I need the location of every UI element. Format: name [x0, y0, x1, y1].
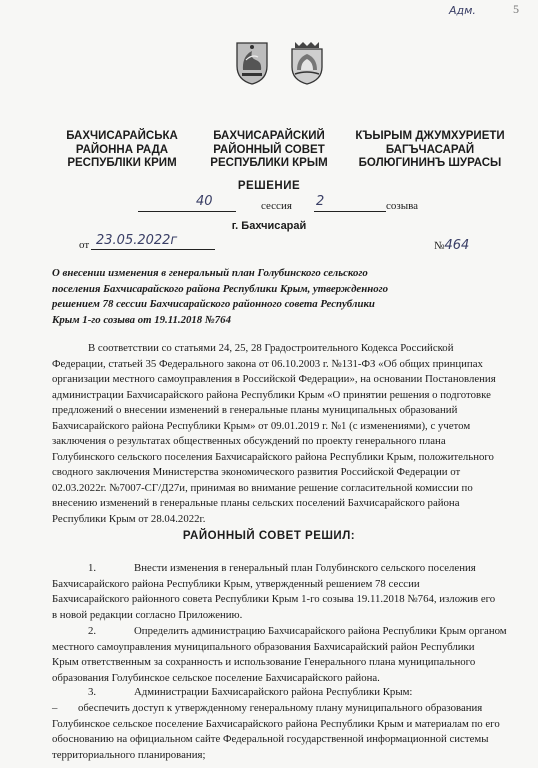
bullet-dash: – — [52, 702, 58, 714]
date-blank — [91, 233, 215, 250]
item-3: 3. Администрации Бахчисарайского района Республики Крым: — [52, 685, 512, 701]
handwritten-note: Адм. — [449, 4, 476, 17]
session-label: сессия — [261, 200, 292, 212]
header-crimean-tatar: КЪЫРЫМ ДЖУМХУРИЕТИ БАГЪЧАСАРАЙ БОЛЮГИНИНЪ ШУРАСЫ — [355, 130, 505, 169]
item-number: 1. — [88, 562, 97, 574]
session-number: 40 — [196, 194, 213, 209]
session-number-blank — [138, 194, 236, 212]
session-line — [138, 194, 438, 216]
decision-number: 464 — [444, 238, 470, 253]
crimea-coat-of-arms-icon — [234, 40, 270, 86]
preamble: В соответствии со статьями 24, 25, 28 Градостроительного Кодекса Российской Федерации, статьей 35 Федерального закона от 06.10.2003 г. №131-ФЗ «Об общих принципах организации местного самоуправления в Российской Федерации», на основании Постановления администрации Бахчисарайского района Республики Крым «О принятии решения о подготовке предложений о внесении изменений в генеральные планы муниципальных образований Бахчисарайского района Республики Крым» от 09.01.2019 г. №1 (с изменениями), с учетом заключения о результатах общественных обсуждений по проекту генерального плана Голубинского сельского поселения Бахчисарайского района Республики Крым, положительного сводного заключения Министерства экономического развития Российской Федерации от 02.03.2022г. №7007-СГ/Д27и, принимая во внимание решение согласительной комиссии по внесению изменений в генеральные планы сельских поселений Бахчисарайского района Республики Крым от 28.04.2022г. — [52, 342, 496, 525]
number-sign: № — [434, 240, 445, 252]
convocation-number: 2 — [316, 194, 325, 209]
decision-date: 23.05.2022г — [96, 233, 178, 248]
convocation-label: созыва — [386, 200, 419, 212]
item-3-bullet: – обеспечить доступ к утвержденному генеральному плану муниципального образования Голубинское сельское поселение Бахчисарайского района Республики Крым и материалам по его обоснованию на официальном сайте Федеральной государственной информационной системы территориального планирования; — [52, 702, 500, 761]
convocation-blank — [314, 194, 386, 212]
page-number: 5 — [513, 2, 519, 16]
item-1: 1. Внести изменения в генеральный план Голубинского сельского поселения Бахчисарайского района Республики Крым, утвержденный решением 78 сессии Бахчисарайского районного совета Республики Крым 1-го созыва 19.11.2018 №764, изложив его в новой редакции согласно Приложению. — [52, 562, 496, 621]
council-decided-heading: РАЙОННЫЙ СОВЕТ РЕШИЛ: — [182, 530, 356, 542]
header-ukrainian: БАХЧИСАРАЙСЬКА РАЙОННА РАДА РЕСПУБЛІКИ КРИМ — [66, 130, 178, 169]
decision-subject: О внесении изменения в генеральный план Голубинского сельского поселения Бахчисарайского района Республики Крым, утвержденного решением 78 сессии Бахчисарайского районного совета Республики Крым 1-го созыва от 19.11.2018 №764 — [52, 267, 388, 326]
city: г. Бахчисарай — [231, 220, 307, 232]
header-russian: БАХЧИСАРАЙСКИЙ РАЙОННЫЙ СОВЕТ РЕСПУБЛИКИ КРЫМ — [210, 130, 328, 169]
item-number: 3. — [88, 686, 97, 698]
decision-number-line — [434, 238, 469, 253]
document-title: РЕШЕНИЕ — [237, 180, 301, 192]
item-2: 2. Определить администрацию Бахчисарайского района Республики Крым органом местного самоуправления муниципального образования Бахчисарайский район Республики Крым ответственным за сохранность и использование Генерального плана муниципального образования Голубинское сельское поселение Бахчисарайского района. — [52, 625, 507, 684]
date-line — [79, 233, 499, 254]
date-prefix: от — [79, 239, 90, 251]
bakhchisaray-coat-of-arms-icon — [289, 40, 325, 86]
item-number: 2. — [88, 625, 97, 637]
